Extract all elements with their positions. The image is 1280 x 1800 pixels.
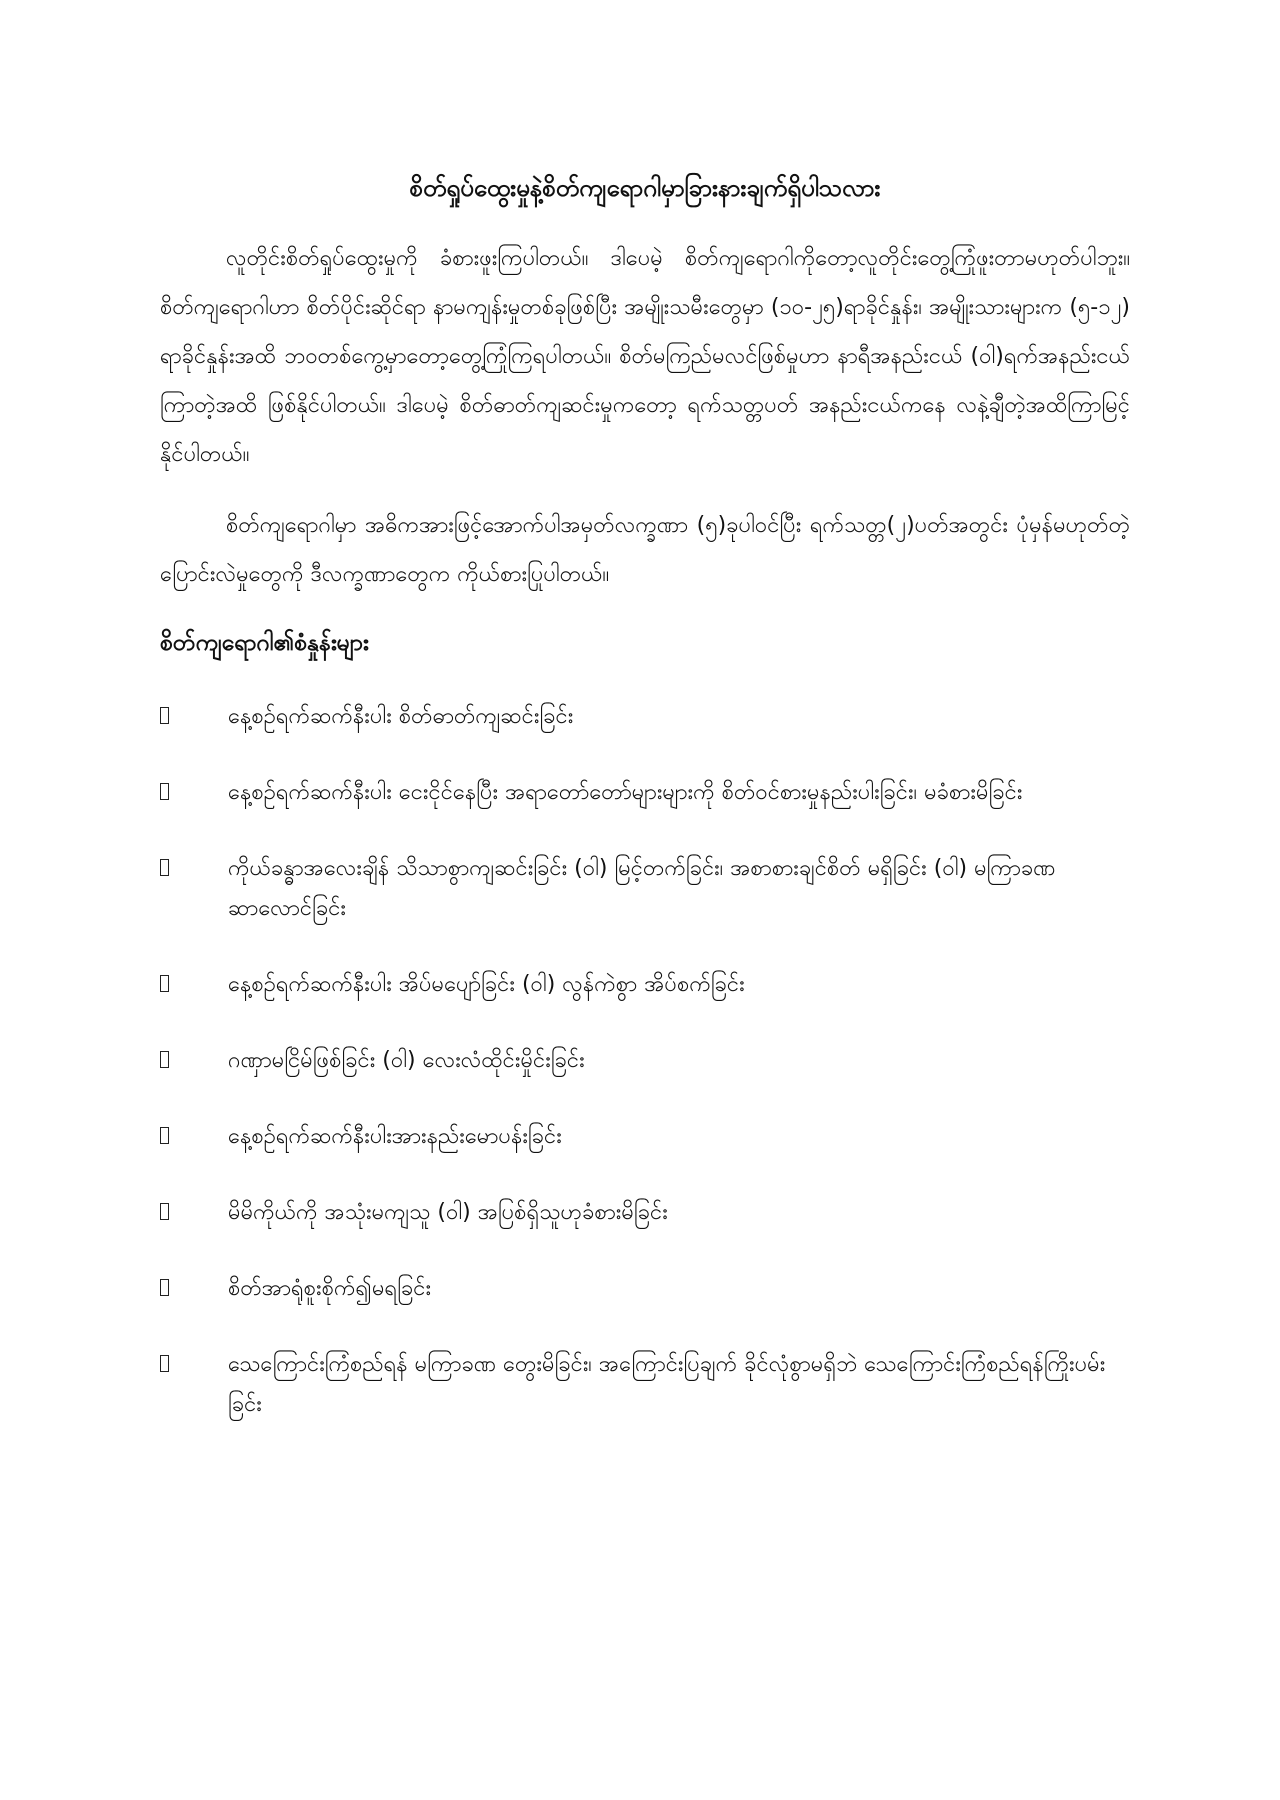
list-item <box>160 1345 1130 1425</box>
document-title: စိတ်ရှုပ်ထွေးမှုနဲ့စိတ်ကျရောဂါမှာခြားနားချက်ရှိပါသလား <box>409 174 881 202</box>
document-body <box>160 168 1130 1461</box>
list-item-text: သေကြောင်းကြံစည်ရန် မကြာခဏ တွေးမိခြင်း၊ အကြောင်းပြချက် ခိုင်လုံစွာမရှိဘဲ သေကြောင်းကြံစည်ရန်ကြိုးပမ်းခြင်း <box>228 1352 1106 1417</box>
criteria-heading: စိတ်ကျရောဂါ၏စံနှုန်းများ <box>160 630 369 656</box>
criteria-list <box>160 697 1130 1425</box>
list-item-text: နေ့စဥ်ရက်ဆက်နီးပါး အိပ်မပျော်ခြင်း (ဝါ) လွန်ကဲစွာ အိပ်စက်ခြင်း <box>228 972 745 997</box>
bullet-box-icon <box>160 1279 169 1296</box>
list-item <box>160 965 1130 1005</box>
list-item <box>160 1193 1130 1233</box>
list-item <box>160 773 1130 813</box>
list-item <box>160 849 1130 929</box>
list-item <box>160 1117 1130 1157</box>
bullet-box-icon <box>160 1051 169 1068</box>
bullet-box-icon <box>160 1127 169 1144</box>
list-item-text: မိမိကိုယ်ကို အသုံးမကျသူ (ဝါ) အပြစ်ရှိသူဟုခံစားမိခြင်း <box>228 1200 668 1225</box>
bullet-box-icon <box>160 783 169 800</box>
list-item <box>160 1041 1130 1081</box>
symptoms-paragraph: စိတ်ကျရောဂါမှာ အဓိကအားဖြင့်အောက်ပါအမှတ်လက္ခဏာ (၅)ခုပါဝင်ပြီး ရက်သတ္တ(၂)ပတ်အတွင်း ပုံမှန်မဟုတ်တဲ့ ပြောင်းလဲမှုတွေကို ဒီလက္ခဏာတွေက ကိုယ်စားပြုပါတယ်။ <box>160 513 1130 587</box>
bullet-box-icon <box>160 707 169 724</box>
list-item-text: နေ့စဥ်ရက်ဆက်နီးပါး ငေးငိုင်နေပြီး အရာတော်တော်များများကို စိတ်ဝင်စားမှုနည်းပါးခြင်း၊ မခံစားမိခြင်း <box>228 780 1023 805</box>
list-item-text: နေ့စဥ်ရက်ဆက်နီးပါးအားနည်းမောပန်းခြင်း <box>228 1124 562 1149</box>
list-item <box>160 1269 1130 1309</box>
list-item-text: စိတ်အာရုံစူးစိုက်၍မရခြင်း <box>228 1276 432 1301</box>
list-item-text: နေ့စဥ်ရက်ဆက်နီးပါး စိတ်ဓာတ်ကျဆင်းခြင်း <box>228 704 574 729</box>
list-item-text: ဂဏှာမငြိမ်ဖြစ်ခြင်း (ဝါ) လေးလံထိုင်းမှိုင်းခြင်း <box>228 1048 585 1073</box>
bullet-box-icon <box>160 859 169 876</box>
bullet-box-icon <box>160 1355 169 1372</box>
bullet-box-icon <box>160 975 169 992</box>
bullet-box-icon <box>160 1203 169 1220</box>
list-item-text: ကိုယ်ခန္ဓာအလေးချိန် သိသာစွာကျဆင်းခြင်း (ဝါ) မြင့်တက်ခြင်း၊ အစာစားချင်စိတ် မရှိခြင်း (ဝါ) မကြာခဏဆာလောင်ခြင်း <box>228 856 1056 921</box>
list-item <box>160 697 1130 737</box>
intro-paragraph: လူတိုင်းစိတ်ရှုပ်ထွေးမှုကို ခံစားဖူးကြပါတယ်။ ဒါပေမဲ့ စိတ်ကျရောဂါကိုတော့လူတိုင်းတွေ့ကြုံဖူးတာမဟုတ်ပါဘူး။ စိတ်ကျရောဂါဟာ စိတ်ပိုင်းဆိုင်ရာ နာမကျန်းမှုတစ်ခုဖြစ်ပြီး အမျိုးသမီးတွေမှာ (၁၀-၂၅)ရာခိုင်နှုန်း၊ အမျိုးသားများက (၅-၁၂) ရာခိုင်နှုန်းအထိ ဘဝတစ်ကွေ့မှာတော့တွေ့ကြုံကြရပါတယ်။ စိတ်မကြည်မလင်ဖြစ်မှုဟာ နာရီအနည်းငယ် (ဝါ)ရက်အနည်းငယ်ကြာတဲ့အထိ ဖြစ်နိုင်ပါတယ်။ ဒါပေမဲ့ စိတ်ဓာတ်ကျဆင်းမှုကတော့ ရက်သတ္တပတ် အနည်းငယ်ကနေ လနဲ့ချီတဲ့အထိကြာမြင့်နိုင်ပါတယ်။ <box>160 246 1130 467</box>
